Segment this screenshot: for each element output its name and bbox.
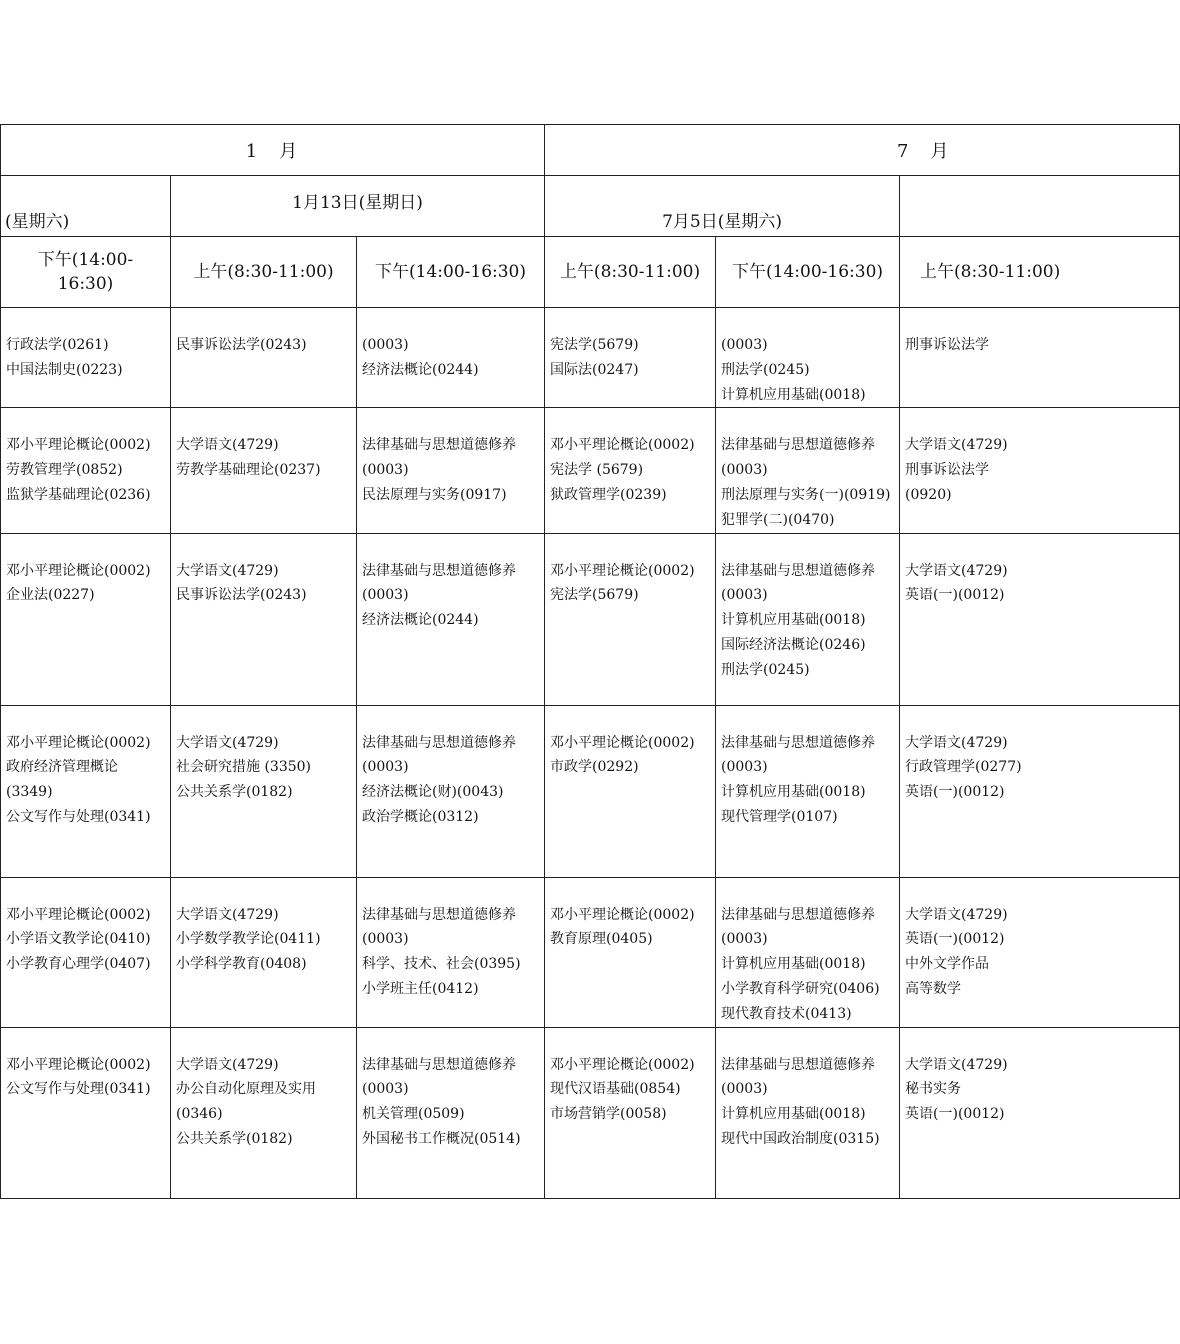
course-entry: 经济法概论(0244) — [362, 361, 479, 378]
time-label-c5: 下午(14:00-16:30) — [732, 262, 884, 282]
course-entry: 大学语文(4729) — [176, 437, 279, 454]
course-entry: 法律基础与思想道德修养 — [721, 734, 876, 751]
course-entry: 市政学(0292) — [550, 759, 639, 776]
schedule-row — [1, 705, 1180, 877]
month-july-label: 7 月 — [897, 141, 951, 162]
date-jul5-label: 7月5日(星期六) — [662, 212, 782, 232]
course-entry: 邓小平理论概论(0002) — [550, 437, 695, 454]
course-entry: 大学语文(4729) — [176, 1056, 279, 1073]
course-entry: (0003) — [721, 462, 768, 479]
course-entry: 法律基础与思想道德修养 — [721, 1056, 876, 1073]
schedule-cell — [716, 705, 900, 877]
course-entry: 犯罪学(二)(0470) — [721, 511, 835, 528]
course-entry: 大学语文(4729) — [905, 906, 1008, 923]
exam-schedule-table — [0, 124, 1180, 1199]
course-entry: 公文写作与处理(0341) — [6, 1081, 151, 1098]
course-entry: (0003) — [362, 462, 409, 479]
schedule-row — [1, 408, 1180, 533]
course-entry: 宪法学(5679) — [550, 587, 639, 604]
course-entry: 法律基础与思想道德修养 — [362, 1056, 516, 1073]
schedule-row — [1, 533, 1180, 705]
course-entry: 国际法(0247) — [550, 361, 639, 378]
date-next-header — [900, 176, 1180, 237]
course-entry: (0003) — [362, 931, 409, 948]
course-entry: 计算机应用基础(0018) — [721, 956, 866, 973]
course-entry: 中外文学作品 — [905, 956, 990, 973]
course-entry: 民事诉讼法学(0243) — [176, 587, 307, 604]
schedule-cell — [900, 533, 1180, 705]
course-entry: 邓小平理论概论(0002) — [6, 437, 151, 454]
month-january-label: 1 月 — [245, 141, 300, 162]
time-header-c4 — [545, 237, 716, 308]
course-entry: 现代管理学(0107) — [721, 808, 838, 825]
date-saturday-header — [1, 176, 171, 237]
course-entry: (0003) — [721, 931, 768, 948]
course-entry: (0003) — [721, 337, 768, 353]
schedule-cell — [1, 408, 171, 533]
course-entry: 英语(一)(0012) — [905, 931, 1005, 948]
schedule-cell — [171, 877, 357, 1027]
schedule-cell — [1, 533, 171, 705]
course-entry: (0003) — [721, 587, 768, 604]
schedule-cell — [716, 1027, 900, 1198]
course-entry: 公文写作与处理(0341) — [6, 808, 151, 825]
course-entry: 小学数学教学论(0411) — [176, 931, 321, 948]
month-header-row — [1, 125, 1180, 176]
course-entry: 科学、技术、社会(0395) — [362, 956, 521, 973]
course-entry: 邓小平理论概论(0002) — [550, 562, 695, 579]
course-entry: 监狱学基础理论(0236) — [6, 486, 151, 503]
course-entry: (0003) — [721, 759, 768, 776]
month-july-header — [545, 125, 1180, 176]
course-entry: 公共关系学(0182) — [176, 1130, 293, 1147]
schedule-cell — [545, 705, 716, 877]
course-entry: 公共关系学(0182) — [176, 784, 293, 801]
course-entry: 邓小平理论概论(0002) — [550, 1056, 695, 1073]
course-entry: 法律基础与思想道德修养 — [362, 437, 516, 454]
course-entry: 邓小平理论概论(0002) — [6, 734, 151, 751]
course-entry: 秘书实务 — [905, 1081, 962, 1098]
time-label-c2: 上午(8:30-11:00) — [193, 262, 334, 282]
course-entry: 宪法学 (5679) — [550, 462, 644, 479]
course-entry: 小学教育科学研究(0406) — [721, 980, 880, 997]
course-entry: 教育原理(0405) — [550, 931, 653, 948]
course-entry: 小学科学教育(0408) — [176, 956, 307, 973]
schedule-cell — [171, 533, 357, 705]
course-entry: 经济法概论(0244) — [362, 612, 479, 629]
schedule-cell — [900, 308, 1180, 408]
course-entry: 现代汉语基础(0854) — [550, 1081, 681, 1098]
course-entry: 中国法制史(0223) — [6, 361, 123, 378]
time-header-c5 — [716, 237, 900, 308]
course-entry: 法律基础与思想道德修养 — [362, 562, 516, 579]
schedule-cell — [716, 533, 900, 705]
date-jul5-header — [545, 176, 900, 237]
schedule-cell — [545, 408, 716, 533]
course-entry: 劳教学基础理论(0237) — [176, 462, 321, 479]
course-entry: (0003) — [362, 337, 409, 353]
course-entry: 法律基础与思想道德修养 — [721, 437, 876, 454]
time-header-c6 — [900, 237, 1180, 308]
schedule-cell — [171, 408, 357, 533]
course-entry: 刑法学(0245) — [721, 661, 810, 678]
course-entry: 小学教育心理学(0407) — [6, 956, 151, 973]
schedule-cell — [1, 308, 171, 408]
course-entry: (0003) — [721, 1081, 768, 1098]
course-entry: 国际经济法概论(0246) — [721, 636, 866, 653]
course-entry: 大学语文(4729) — [905, 437, 1008, 454]
schedule-cell — [1, 705, 171, 877]
course-entry: (0003) — [362, 759, 409, 776]
schedule-cell — [1, 877, 171, 1027]
schedule-cell — [357, 877, 545, 1027]
schedule-cell — [900, 877, 1180, 1027]
course-entry: 大学语文(4729) — [905, 562, 1008, 579]
course-entry: 大学语文(4729) — [176, 562, 279, 579]
date-header-row — [1, 176, 1180, 237]
course-entry: 邓小平理论概论(0002) — [6, 1056, 151, 1073]
course-entry: 刑法学(0245) — [721, 361, 810, 378]
course-entry: 劳教管理学(0852) — [6, 462, 123, 479]
course-entry: 英语(一)(0012) — [905, 587, 1005, 604]
course-entry: 行政管理学(0277) — [905, 759, 1022, 776]
schedule-cell — [357, 1027, 545, 1198]
course-entry: 法律基础与思想道德修养 — [362, 906, 516, 923]
course-entry: (0920) — [905, 486, 952, 503]
course-entry: 小学班主任(0412) — [362, 980, 479, 997]
schedule-row — [1, 877, 1180, 1027]
schedule-cell — [716, 408, 900, 533]
course-entry: 外国秘书工作概况(0514) — [362, 1130, 521, 1147]
time-header-row — [1, 237, 1180, 308]
schedule-cell — [357, 705, 545, 877]
date-jan13-label: 1月13日(星期日) — [292, 193, 423, 213]
course-entry: 英语(一)(0012) — [905, 784, 1005, 801]
time-header-c1 — [1, 237, 171, 308]
month-january-header — [1, 125, 545, 176]
course-entry: (0346) — [176, 1106, 223, 1123]
schedule-cell — [171, 308, 357, 408]
course-entry: 刑事诉讼法学 — [905, 462, 990, 479]
course-entry: 刑法原理与实务(一)(0919) — [721, 486, 891, 503]
course-entry: 法律基础与思想道德修养 — [721, 906, 876, 923]
schedule-cell — [357, 408, 545, 533]
course-entry: 邓小平理论概论(0002) — [550, 906, 695, 923]
course-entry: 宪法学(5679) — [550, 337, 639, 353]
course-entry: 计算机应用基础(0018) — [721, 612, 866, 629]
course-entry: 市场营销学(0058) — [550, 1106, 667, 1123]
course-entry: (0003) — [362, 587, 409, 604]
course-entry: 现代中国政治制度(0315) — [721, 1130, 880, 1147]
course-entry: 社会研究措施 (3350) — [176, 759, 312, 776]
time-label-c1: 下午(14:00-16:30) — [37, 250, 134, 294]
course-entry: 刑事诉讼法学 — [905, 337, 990, 353]
time-header-c3 — [357, 237, 545, 308]
course-entry: 政府经济管理概论 — [6, 759, 118, 776]
schedule-cell — [900, 408, 1180, 533]
course-entry: 狱政管理学(0239) — [550, 486, 667, 503]
schedule-cell — [716, 308, 900, 408]
course-entry: 政治学概论(0312) — [362, 808, 479, 825]
course-entry: 民事诉讼法学(0243) — [176, 337, 307, 353]
time-label-c4: 上午(8:30-11:00) — [559, 262, 701, 282]
schedule-cell — [357, 308, 545, 408]
course-entry: 邓小平理论概论(0002) — [6, 906, 151, 923]
course-entry: 英语(一)(0012) — [905, 1106, 1005, 1123]
course-entry: 邓小平理论概论(0002) — [550, 734, 695, 751]
schedule-cell — [1, 1027, 171, 1198]
date-jan13-header — [171, 176, 545, 237]
date-saturday-label: (星期六) — [5, 212, 70, 232]
schedule-cell — [716, 877, 900, 1027]
schedule-cell — [545, 877, 716, 1027]
course-entry: 计算机应用基础(0018) — [721, 784, 866, 801]
schedule-cell — [357, 533, 545, 705]
schedule-cell — [900, 705, 1180, 877]
course-entry: 机关管理(0509) — [362, 1106, 465, 1123]
course-entry: 办公自动化原理及实用 — [176, 1081, 316, 1098]
schedule-cell — [545, 308, 716, 408]
time-label-c3: 下午(14:00-16:30) — [375, 262, 527, 282]
course-entry: 现代教育技术(0413) — [721, 1005, 852, 1022]
schedule-cell — [545, 1027, 716, 1198]
course-entry: 法律基础与思想道德修养 — [721, 562, 876, 579]
schedule-cell — [171, 1027, 357, 1198]
time-label-c6: 上午(8:30-11:00) — [920, 262, 1061, 282]
course-entry: 行政法学(0261) — [6, 337, 109, 353]
course-entry: 计算机应用基础(0018) — [721, 386, 866, 403]
course-entry: 民法原理与实务(0917) — [362, 486, 507, 503]
course-entry: 计算机应用基础(0018) — [721, 1106, 866, 1123]
course-entry: 企业法(0227) — [6, 587, 95, 604]
course-entry: 大学语文(4729) — [176, 906, 279, 923]
course-entry: 大学语文(4729) — [905, 1056, 1008, 1073]
schedule-row — [1, 1027, 1180, 1198]
course-entry: (0003) — [362, 1081, 409, 1098]
course-entry: 法律基础与思想道德修养 — [362, 734, 516, 751]
course-entry: (3349) — [6, 784, 53, 801]
schedule-cell — [171, 705, 357, 877]
course-entry: 经济法概论(财)(0043) — [362, 784, 504, 801]
schedule-cell — [545, 533, 716, 705]
course-entry: 大学语文(4729) — [176, 734, 279, 751]
course-entry: 大学语文(4729) — [905, 734, 1008, 751]
course-entry: 邓小平理论概论(0002) — [6, 562, 151, 579]
time-header-c2 — [171, 237, 357, 308]
course-entry: 小学语文教学论(0410) — [6, 931, 151, 948]
schedule-row — [1, 308, 1180, 408]
schedule-cell — [900, 1027, 1180, 1198]
course-entry: 高等数学 — [905, 980, 962, 997]
